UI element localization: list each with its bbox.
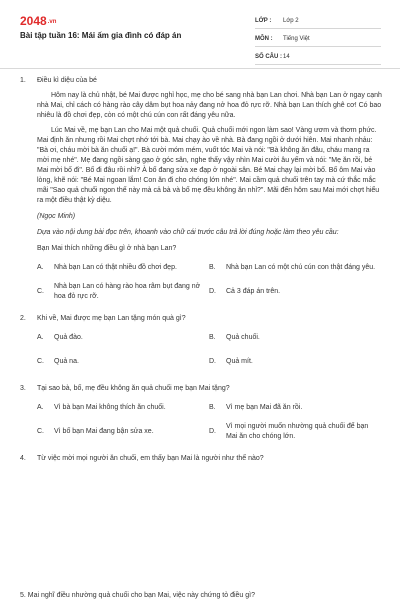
answer-option-a[interactable] (37, 398, 209, 418)
question-number: 3. (20, 385, 26, 392)
question-prompt: Điều kì diệu của bé (37, 77, 97, 84)
option-text: Nhà bạn Lan có thật nhiều đồ chơi đẹp. (54, 264, 177, 271)
answer-options (37, 398, 382, 442)
page-header (0, 0, 400, 66)
answer-option-a[interactable] (37, 328, 209, 348)
header-divider (0, 68, 400, 69)
meta-row-subject (255, 32, 381, 47)
sub-question: Bạn Mai thích những điều gì ở nhà bạn Lan? (37, 245, 177, 252)
option-letter: D. (209, 288, 216, 295)
meta-value: Lớp 2 (283, 18, 299, 24)
answer-option-b[interactable] (209, 258, 381, 278)
question-number: 4. (20, 455, 26, 462)
question-prompt: Tại sao bà, bố, mẹ đều không ăn quả chuối mẹ bạn Mai tặng? (37, 385, 230, 392)
question-3 (20, 384, 382, 442)
author-credit: (Ngọc Minh) (37, 213, 76, 220)
question-5-partial: 5. Mai nghĩ điều nhường quả chuối cho bạn Mai, việc này chứng tỏ điều gì? (20, 592, 256, 599)
option-text: Vì mọi người muốn nhường quả chuối để bạn Mai ăn cho chóng lớn. (226, 423, 369, 440)
option-letter: A. (37, 264, 44, 271)
question-4 (20, 454, 382, 464)
meta-row-grade (255, 14, 381, 29)
answer-option-c[interactable] (37, 352, 209, 372)
question-1 (20, 76, 382, 302)
option-text: Vì bà bạn Mai không thích ăn chuối. (54, 404, 166, 411)
meta-label: SỐ CÂU : (255, 54, 282, 60)
page-title: Bài tập tuần 16: Mái ấm gia đình có đáp án (20, 31, 182, 40)
option-letter: D. (209, 428, 216, 435)
answer-options (37, 328, 382, 372)
question-prompt: Khi về, Mai được mẹ bạn Lan tặng món quà gì? (37, 315, 186, 322)
option-letter: C. (37, 358, 44, 365)
site-logo[interactable] (20, 14, 56, 28)
option-text: Vì bố bạn Mai đang bận sửa xe. (54, 428, 154, 435)
logo-domain: .vn (47, 18, 57, 25)
answer-option-d[interactable] (209, 282, 381, 302)
option-letter: C. (37, 288, 44, 295)
answer-option-a[interactable] (37, 258, 209, 278)
answer-option-c[interactable] (37, 282, 209, 302)
meta-label: MÔN : (255, 36, 273, 42)
question-number: 1. (20, 77, 26, 84)
answer-options (37, 258, 382, 302)
meta-value: 14 (283, 54, 290, 60)
question-prompt: Từ việc mời mọi người ăn chuối, em thấy bạn Mai là người như thế nào? (37, 455, 264, 462)
option-letter: B. (209, 404, 216, 411)
answer-option-d[interactable] (209, 422, 381, 442)
question-2 (20, 314, 382, 372)
reading-paragraph: Hôm nay là chủ nhật, bé Mai được nghỉ học, mẹ cho bé sang nhà bạn Lan chơi. Nhà bạn Lan ở ngay cạnh nhà Mai, chỉ cách có hàng rào cây dâm bụt hoa nảy đang nở hoa đỏ rực rỡ. Nhà bạn Lan thích ghê cơ! Có bao nhiêu là đồ chơi đẹp, còn có một chú cún con rất đáng yêu nữa. (37, 92, 382, 119)
meta-value: Tiếng Việt (283, 36, 310, 42)
meta-row-count (255, 50, 381, 65)
answer-option-d[interactable] (209, 352, 381, 372)
answer-option-c[interactable] (37, 422, 209, 442)
option-text: Quả chuối. (226, 334, 260, 341)
option-letter: C. (37, 428, 44, 435)
question-number: 2. (20, 315, 26, 322)
questions-content (20, 76, 382, 464)
answer-option-b[interactable] (209, 398, 381, 418)
option-letter: A. (37, 334, 44, 341)
option-letter: D. (209, 358, 216, 365)
option-text: Quả mít. (226, 358, 253, 365)
logo-text: 2048 (20, 14, 47, 28)
option-letter: A. (37, 404, 44, 411)
option-text: Vì mẹ bạn Mai đã ăn rồi. (226, 404, 303, 411)
reading-paragraph: Lúc Mai về, mẹ bạn Lan cho Mai một quả chuối. Quả chuối mới ngon làm sao! Vàng ươm và thơm phức. Mai định ăn nhưng rồi Mai chợt nhớ tới bà. Mai chạy ào về nhà. Bà đang ngồi ở dưới hiên. Mai nhanh nhảu: "Bà ơi, cháu mời bà ăn chuối ạ!". Bà cười móm mém, vuốt tóc Mai và nói: "Bà không ăn đâu, cháu mang ra mời mẹ nhé". Mẹ đang ngồi sàng gạo ở góc sân, nghe thấy vậy nhìn Mai cười âu yếm và nói: "Mẹ ăn rồi, bé Mai mời bố đi". Bố đi đâu rồi nhỉ? À bố đang sửa xe đạp ở ngoài sân. Bé Mai chạy lại mời bố. Bố ôm Mai vào lòng, khẽ nói: "Bé Mai ngoan lắm! Con ăn đi cho chóng lớn nhé". Mai cầm quả chuối trên tay mà cứ thắc mắc mãi "Sao quả chuối ngon thế này mà cả bà và bố mẹ đều không ăn nhỉ?". Mãi đến hôm sau Mai mới chợt hiểu ra một điều thật kỳ diệu. (37, 127, 380, 204)
option-letter: B. (209, 334, 216, 341)
option-text: Quả đào. (54, 334, 83, 341)
option-text: Cả 3 đáp án trên. (226, 288, 281, 295)
meta-label: LỚP : (255, 18, 272, 24)
option-text: Quả na. (54, 358, 79, 365)
option-text: Nhà bạn Lan có một chú cún con thật đáng yêu. (226, 264, 376, 271)
answer-option-b[interactable] (209, 328, 381, 348)
meta-info (255, 14, 381, 65)
option-text: Nhà bạn Lan có hàng rào hoa râm bụt đang nở hoa đỏ rực rỡ. (54, 283, 201, 300)
instruction-text: Dựa vào nội dung bài đọc trên, khoanh vào chữ cái trước câu trả lời đúng hoặc làm theo yêu cầu: (37, 229, 339, 236)
option-letter: B. (209, 264, 216, 271)
